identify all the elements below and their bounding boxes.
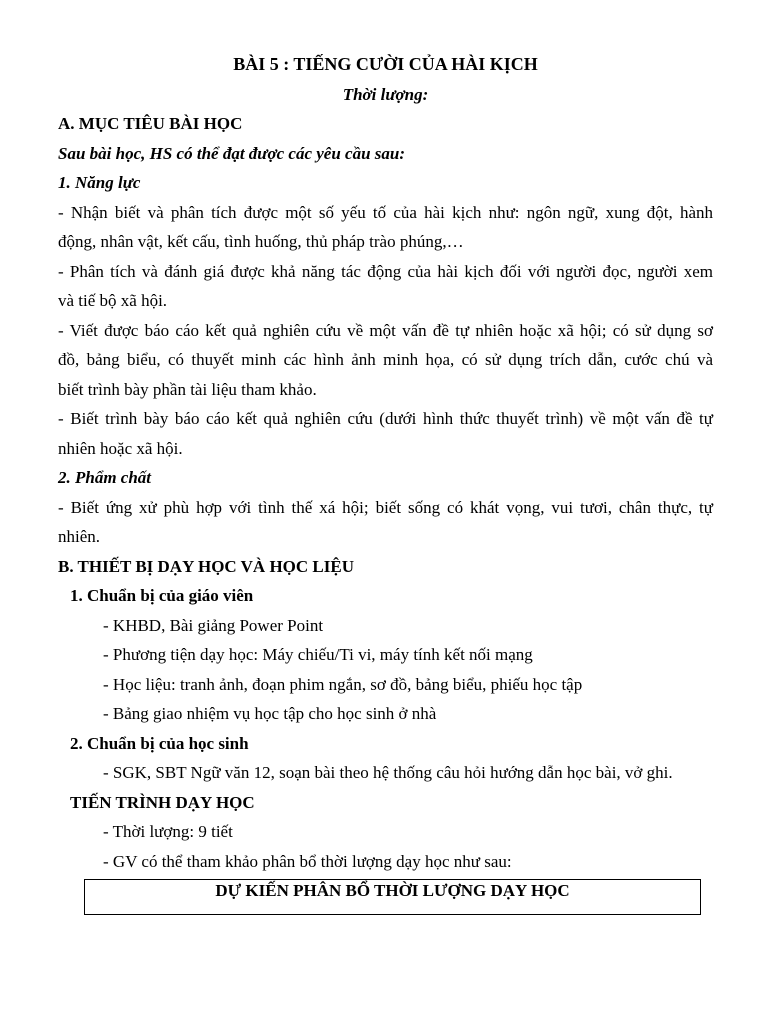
teacher-prep-item: - Phương tiện dạy học: Máy chiếu/Ti vi, máy tính kết nối mạng: [103, 645, 533, 664]
competence-heading: 1. Năng lực: [58, 173, 141, 192]
time-allocation-table: [84, 879, 701, 915]
duration-label: Thời lượng:: [342, 84, 429, 104]
document-page: [58, 50, 713, 876]
paragraph-line: - Biết ứng xử phù hợp với tình thế xá hội; biết sống có khát vọng, vui tươi, chân thực, tự: [58, 497, 713, 517]
process-item: - GV có thể tham khảo phân bổ thời lượng dạy học như sau:: [103, 851, 512, 871]
process-item: - Thời lượng: 9 tiết: [103, 822, 233, 841]
section-a-intro: Sau bài học, HS có thể đạt được các yêu cầu sau:: [58, 143, 406, 163]
table-title: DỰ KIẾN PHÂN BỔ THỜI LƯỢNG DẠY HỌC: [215, 881, 570, 900]
teacher-prep-item: - Học liệu: tranh ảnh, đoạn phim ngắn, sơ đồ, bảng biểu, phiếu học tập: [103, 674, 583, 694]
paragraph-line: - Phân tích và đánh giá được khả năng tác động của hài kịch đối với người đọc, người xem: [58, 261, 713, 281]
process-heading: TIẾN TRÌNH DẠY HỌC: [70, 792, 255, 812]
quality-heading: 2. Phẩm chất: [58, 468, 152, 487]
quality-item: [58, 493, 713, 552]
paragraph-line: nhiên.: [58, 527, 101, 546]
teacher-prep-item: - Bảng giao nhiệm vụ học tập cho học sinh ở nhà: [103, 704, 437, 723]
paragraph-line: - Biết trình bày báo cáo kết quả nghiên cứu (dưới hình thức thuyết trình) về một vấn đề tự: [58, 409, 713, 428]
competence-item: [58, 404, 713, 463]
section-b-heading: B. THIẾT BỊ DẠY HỌC VÀ HỌC LIỆU: [58, 556, 354, 576]
section-a-heading: A. MỤC TIÊU BÀI HỌC: [58, 114, 243, 133]
teacher-prep-item: - KHBD, Bài giảng Power Point: [103, 615, 324, 635]
competence-item: [58, 257, 713, 316]
student-prep-item: - SGK, SBT Ngữ văn 12, soạn bài theo hệ thống câu hỏi hướng dẫn học bài, vở ghi.: [103, 763, 673, 782]
paragraph-line: động, nhân vật, kết cấu, tình huống, thủ pháp trào phúng,…: [58, 232, 464, 251]
paragraph-line: và tiế bộ xã hội.: [58, 291, 168, 310]
paragraph-line: biết trình bày phần tài liệu tham khảo.: [58, 379, 317, 399]
paragraph-line: - Viết được báo cáo kết quả nghiên cứu về một vấn đề tự nhiên hoặc xã hội; có sử dụng sơ: [58, 320, 713, 340]
competence-item: [58, 198, 713, 257]
teacher-prep-heading: 1. Chuẩn bị của giáo viên: [70, 586, 254, 605]
paragraph-line: nhiên hoặc xã hội.: [58, 438, 183, 458]
paragraph-line: - Nhận biết và phân tích được một số yếu tố của hài kịch như: ngôn ngữ, xung đột, hành: [58, 202, 713, 222]
student-prep-heading: 2. Chuẩn bị của học sinh: [70, 733, 249, 753]
lesson-title: BÀI 5 : TIẾNG CƯỜI CỦA HÀI KỊCH: [233, 54, 538, 74]
paragraph-line: đồ, bảng biểu, có thuyết minh các hình ảnh minh họa, có sử dụng trích dẫn, cước chú và: [58, 350, 713, 369]
competence-item: [58, 316, 713, 405]
